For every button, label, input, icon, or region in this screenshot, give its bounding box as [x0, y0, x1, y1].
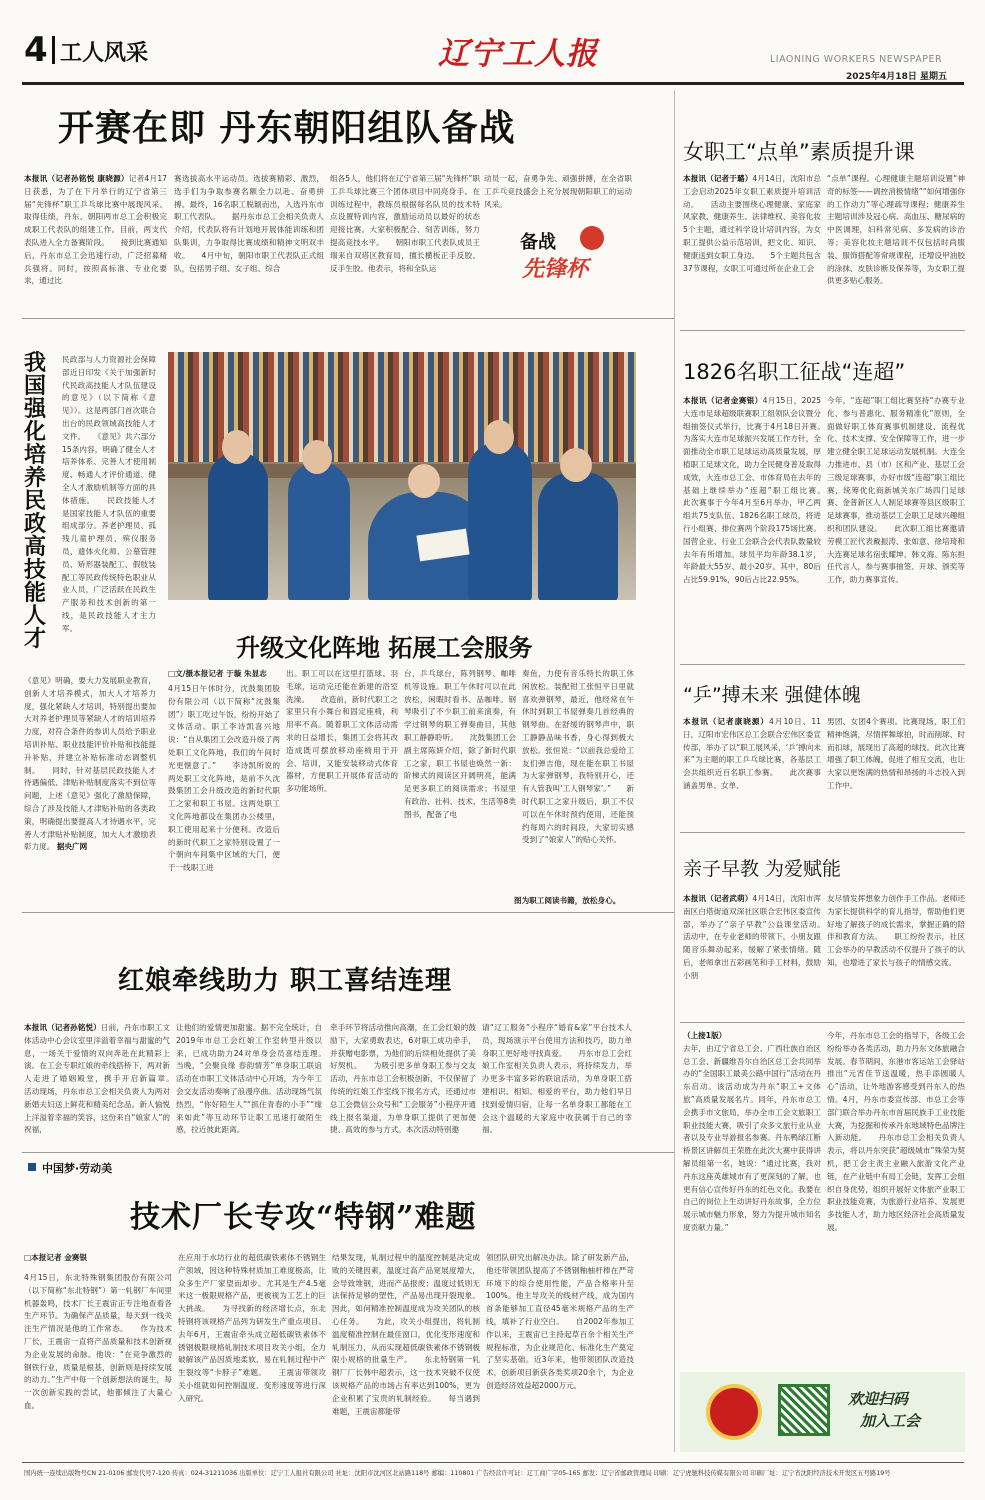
article-1-byline: 本报讯（记者孙铭悦 康晓源） — [24, 174, 129, 183]
article-4-byline: 本报讯（记者金赛银） — [683, 396, 763, 405]
union-emblem-icon — [706, 1384, 762, 1440]
article-3-col1: 民政部与人力资源社会保障部近日印发《关于加强新时代民政高技能人才队伍建设的意见》（以下简称《意见》）。这是两部门首次联合出台的民政领域高技能人才文件。 《意见》共六部分15条内容，明确了健全人才培养体系、完善人才使用制度、畅通人才评价通道、健全人才激励机制等方面的具体措施。 民政技能人才是国家技能人才队伍的重要组成部分。养老护理员、孤残儿童护理员、殡仪服务员、遗体火化师、公墓管理员、矫形器装配工、假肢装配工等民政传统特色职业从业人员，广泛活跃在民政生产服务和技术创新的第一线，是民政技能人才主力军。 — [62, 355, 156, 633]
issue-date: 2025年4月18日 星期五 — [846, 72, 947, 82]
logo-main-text: 备战 — [520, 232, 556, 253]
article-9-col4: 领团队研究出解决办法。除了研发新产品，他还带领团队提高了不锈钢釉柚杆棒在严苛环境下的综合使用性能，产品合格率升至100%。他主导攻关的线材产线，成为国内首条能够加工直径45毫米规格产品的生产线，填补了行业空白。 自2002年参加工作以来，王震宙已主持起草百余个相关生产规程标准，为企业规范化、标准化生产奠定了坚实基础。近3年来，他带领团队改造技术，创新项目新获各类奖项20余个，为企业创造经济效益超2000万元。 — [486, 1253, 634, 1390]
logo-sub-text: 先锋杯 — [522, 257, 589, 282]
article-7-byline: 本报讯（记者武萌） — [683, 894, 753, 903]
article-7-headline: 亲子早教 为爱赋能 — [683, 858, 842, 880]
paper-name-logo: 辽宁工人报 — [438, 36, 598, 72]
divider — [674, 90, 675, 1452]
article-3-headline: 我国强化培养民政高技能人才 — [24, 350, 47, 652]
article-2-col2: “点单”课程。心理健康主题培训设置“神奇的标签——调控消极情绪”“如何增强你的工作动力”等心理疏导课程；健康养生主题培训涉及冠心病、高血压、糖尿病的中医调理，妇科常见病、多发病的诊治等；美容化妆主题培训不仅包括时尚服装、服饰搭配等常规课程，还增设甲油胶的涂抹、皮肤诊断及保养等，为女职工提供更多贴心服务。 — [827, 174, 965, 286]
article-5-col2: 出。职工可以在这里打篮球、羽毛球，运动完还能在新建的浴室洗澡。 改造前，新时代职工之家里只有小舞台和固定座椅，利用率不高。随着职工文体活动需求的日益增长，集团工会将其改造成既可摆放移动座椅用于开会、培训，又能安装移动式体育器材，方便职工开展体育活动的多功能场所。 — [286, 669, 398, 794]
article-5-col1: 4月15日午休时分，沈鼓集团股份有限公司（以下简称“沈鼓集团”）职工吃过午饭，纷纷开始了文体活动。职工李诗凯喜兴地说：“自从集团工会改造升级了两处职工文化阵地，我们的午间时光更惬意了。” 李诗凯所说的两处职工文化阵地，是前不久沈鼓集团工会升级改造的新时代职工之家和职工书屋。这两处职工文化阵地都设在集团办公楼里，职工使用起来十分便利。改造后的新时代职工之家特别设置了一个朝向车间集中区域的大门，便于一线职工进 — [168, 684, 280, 873]
column-tag-marker — [28, 1163, 36, 1171]
article-8-col1: 本报讯（记者孙铭悦）日前，丹东市职工文体活动中心会议室里洋溢着幸福与甜蜜的气息，一场关于爱情的双向奔赴在此精彩上演。在工会专职红娘的牵线搭桥下，两对新人走进了婚姻殿堂，携手开启新篇章。 活动现场，丹东市总工会相关负责人为两对新婚夫妇送上鲜花和精美纪念品。新人愉悦上洋溢着幸福的笑容，这份来自“娘家人”的祝福， — [24, 1023, 170, 1135]
article-5-headline: 升级文化阵地 拓展工会服务 — [236, 633, 533, 662]
qr-code-icon[interactable] — [778, 1384, 830, 1436]
divider — [680, 1022, 965, 1023]
column-tag: 中国梦·劳动美 — [42, 1162, 113, 1175]
article-3-source: 据央广网 — [56, 842, 88, 852]
footer-info: 国内统一连续出版物号CN 21-0106 邮发代号7-120 传真：024-31211036 出版单位：辽宁工人报社有限公司 社址：沈阳市沈河区北站路118号 邮编：110801 广告经营许可证：辽工商广字05-165 邮发：辽宁省邮政管理局 印刷：辽宁虎驰科技传媒有限公司 印刷厂址：辽宁省沈阳经济技术开发区五号路19号 — [24, 1470, 891, 1477]
article-9-headline: 技术厂长专攻“特钢”难题 — [130, 1200, 477, 1235]
article-10-col1: （上接1版） 去年，由辽宁省总工会、广西壮族自治区总工会、新疆维吾尔自治区总工会共同举办的“全国职工最美公路中国行”活动在丹东启动。该活动成为丹东“职工+文体旅”高质量发展名片。同年，丹东市总工会携手市文旅局，举办全市工会文旅职工职业技能大赛，吸引了众多文旅行业从业者以及专业导游报名参赛。丹东鸭绿江断桥景区讲解员王荣胜在此次大赛中获得讲解员组第一名，她说：“通过比赛，我对丹东这座英雄城市有了更深刻的了解，也更有信心宣传好丹东的红色文化。我要在自己的岗位上生动讲好丹东故事，全方位展示城市魅力形象，努力为提升城市知名度贡献力量。” — [683, 1031, 821, 1232]
article-10-col2: 今年，丹东市总工会的指导下，各级工会纷纷举办各类活动，助力丹东文体旅融合发展。春节期间，东港市客运站工会驿站推出“元宵佳节送温暖，热手添圆暖人心”活动，让外地游客感受到丹东人的热情。4月，丹东市委宣传部、市总工会等部门联合举办丹东市首届民族手工业技能大赛，为挖掘和传承丹东地域特色品牌注入新动能。 丹东市总工会相关负责人表示，将以丹东突获“超级城市”殊荣为契机，把工会主责主业融入旅游文化产业链，在产业链中有局工会链，发挥工会组织自身优势，组织开展好文体旅产业职工职业技能竞赛，为旅游行业培养、发展更多技能人才，助力地区经济社会高质量发展。 — [827, 1031, 965, 1232]
article-1-col2: 赛选拔高水平运动员。选拔赛精彩、激烈，选手们为争取参赛名额全力以赴、奋勇拼搏。最终，16名职工脱颖而出，入选丹东市职工代表队。 据丹东市总工会相关负责人介绍，代表队将有计划地开展体能训练和团队集训，力争取得比赛成绩和精神文明双丰收。 4月中旬，朝阳市职工代表队正式组队，包括男子组、女子组、综合 — [174, 174, 324, 273]
article-7-col2: 友尽情发挥想象力创作手工作品。老师还为家长提供科学的育儿指导，帮助他们更好地了解孩子的成长需求，掌握正确的陪伴和教育方法。 职工纷纷表示，社区工会举办的早教活动不仅提升了孩子的认知，也增进了家长与孩子的情感交流。 — [827, 894, 965, 967]
article-9-byline: □本报记者 金赛银 — [24, 1253, 87, 1262]
article-6-col1: 本报讯（记者康晓源）4月10日、11日，辽阳市宏伟区总工会联合宏伟区委宣传部，举办了以“职工展风采，‘乒’搏向未来”为主题的职工乒乓球比赛，各基层工会共组织近百名职工参赛。 此次赛事涵盖男单、女单、 — [683, 717, 821, 790]
article-2-col1: 本报讯（记者于璐）4月14日，沈阳市总工会启动2025年女职工素质提升培训活动。 活动主要围绕心理健康、家庭家风家教、健康养生、法律维权、美容化妆5个主题，通过科学设计培训内容，为女职工提供公益示范培训，把文化、知识、健康送到女职工身边。 5个主题共包含37节课程，女职工可通过所在企业工会 — [683, 174, 821, 273]
article-9-col1: 4月15日，东北特殊钢集团股份有限公司（以下简称“东北特钢”）第一轧钢厂车间里机器轰鸣，技术厂长王震宙正专注地查看各生产环节。为确保产品质量，每天到一线关注生产情况是他的工作常态。 作为技术厂长，王震宙一直将产品质量和技术创新视为企业发展的命脉。他说：“在竞争激烈的钢铁行业，质量是根基，创新则是持续发展的动力。”生产中每一个创新想法的诞生，每一次创新实践的尝试，他都倾注了大量心血。 — [24, 1273, 172, 1410]
divider — [680, 664, 965, 665]
article-8-col4: 请“辽工服务”小程序“婚育&家”平台技术人员，现场演示平台使用方法和技巧，助力单身职工更好地寻找真爱。 丹东市总工会红娘工作室相关负责人表示，将持续发力，举办更多丰富多彩的联谊活动，为单身职工搭建相识、相知、相爱的平台，助力他们早日找到爱情归宿，让每一名单身职工都能在工会这个温暖的大家庭中收获属于自己的幸福。 — [482, 1023, 632, 1135]
article-6-byline: 本报讯（记者康晓源） — [683, 717, 770, 726]
divider — [22, 318, 674, 319]
divider — [680, 832, 965, 833]
article-1-headline: 开赛在即 丹东朝阳组队备战 — [58, 107, 516, 149]
article-8-col3: 牵手环节将活动推向高潮，在工会红娘的鼓励下，大家勇敢表达，6对职工成功牵手，并获赠电影票，为他们的后续相处提供了美好契机。 为吸引更多单身职工参与交友活动，丹东市总工会积极创新，不仅保留了传统的红娘工作室线下报名方式，还通过市总工会微信公众号和“工会服务”小程序开通线上报名渠道，为单身职工提供了更加便捷、高效的参与方式。本次活动特别邀 — [330, 1023, 476, 1135]
article-9-col2: 在应用于水坊行业的超低碳铁素体不锈钢生产领域，因这种特殊材质加工难度极高，让众多生产厂家望而却步。尤其是生产4.5毫米这一极限规格产品，更被视为工艺上的巨大挑战。 为寻找新的经济增长点，东北特钢将该规格产品列为研发生产重点项目。去年6月，王震宙牵头成立超低碳铁素体不锈钢极限规格轧制技术项目攻关小组，全力破解该产品因质地柔软、易在轧制过程中产生裂纹等“卡脖子”难题。 王震宙带领攻关小组就如何控制温度、变形速度等进行深入研究。 — [178, 1253, 326, 1403]
article-10-byline: （上接1版） — [683, 1031, 727, 1040]
article-6-headline: “乒”搏未来 强健体魄 — [683, 684, 861, 706]
article-3-col2: 《意见》明确，要大力发展职业教育，创新人才培养模式，加大人才培养力度，强化紧缺人才培训，特别提出要加大对养老护理员等紧缺人才的培训培养力度，对符合条件的参训人员给予职业培训补贴、职业技能评价补贴和技能提升补贴，并建立补贴标准动态调整机制。 同时，针对基层民政技能人才待遇偏低、津贴补贴制度落实不到位等问题，上述《意见》强化了激励保障，综合了涉及技能人才津贴补贴的各类政策，明确提出要提高人才待遇水平，完善人才津贴补贴制度，加大人才激励表彰力度。 据央广网 — [24, 676, 156, 852]
divider — [22, 912, 674, 913]
article-2-headline: 女职工“点单”素质提升课 — [683, 140, 915, 164]
article-2-byline: 本报讯（记者于璐） — [683, 174, 753, 183]
masthead-rule — [22, 82, 964, 85]
article-5-col3: 台，乒乓球台，陈列钢琴、咖啡机等设施。职工午休时可以在此放松，闲暇时看书、品咖啡。钢琴吸引了不少职工前来演奏，有学过钢琴的职工弹奏曲目，其他职工静静聆听。 沈鼓集团工会副主席陈妍介绍，除了新时代职工之家，职工书屋也焕然一新：阶梯式的阅读区开阔明亮，能满足更多职工的阅读需求；书屋里有政治、社科、技术、生活等8类图书，配备了电 — [404, 669, 516, 819]
footer-rule — [22, 1462, 964, 1463]
article-4-headline: 1826名职工征战“连超” — [683, 360, 906, 384]
section-title: 工人风采 — [60, 41, 149, 66]
paper-english-name: LIAONING WORKERS NEWSPAPER — [770, 54, 943, 65]
page-number: 4 — [24, 30, 48, 70]
article-8-col2: 让他们的爱情更加甜蜜。据不完全统计，自2019年市总工会红娘工作室转型升级以来，已成功助力24对单身会员喜结连理。 当晚，“会聚良缘 春韵情芳”单身职工联谊活动在市职工文体活动中心开场，为今年工会交友活动奏响了浪漫序曲。活动现场气氛热烈，“你好陌生人”“抓住青春的小手”“缘来如此”等互动环节让职工迅速打破陌生感，拉近彼此距离。 — [176, 1023, 322, 1135]
article-6-col2: 男团、女团4个赛项。比赛现场，职工们精神饱满，尽情挥舞球拍，时而削球、时而扣球，展现出了高超的球技。此次比赛增强了职工体魄，促进了相互交流，也让大家以更饱满的热情和昂扬的斗志投入到工作中。 — [827, 717, 965, 790]
reading-room-photo — [168, 352, 636, 600]
divider — [680, 330, 965, 331]
qr-caption-line2: 加入工会 — [860, 1412, 921, 1430]
article-7-col1: 本报讯（记者武萌）4月14日，沈阳市浑南区白塔街道双深社区联合宏伟区委宣传部，举办了“亲子早教”公益课堂活动。 活动中，在专业老师的带领下，小朋友跟随音乐舞动起来，缓解了紧张情绪。随后，老师拿出五彩画笔和手工材料，鼓励小朋 — [683, 894, 821, 980]
qr-caption-line1: 欢迎扫码 — [848, 1390, 909, 1408]
article-1-col3: 组各5人，他们将在辽宁省第三届“先锋杯”职工乒乓球比赛三个团体项目中同亮身手。在训练过程中，教练员根据每名队员的技术特点设置特训内容，激励运动员以最好的状态迎接比赛。大家积极配合、刻苦训练，努力提高竞技水平。 朝阳市职工代表队成员王瑞来自双塔区教育局，擅长横板正手反胶、反手生胶。他表示，将和全队运 — [330, 174, 480, 273]
article-1-col4: 动员一起，奋勇争先、顽强拼搏，在全省职工乒乓竞技盛会上充分展现朝阳职工的运动风采。 — [484, 174, 632, 209]
article-9-col3: 结果发现，轧制过程中的温度控制是决定成败的关键因素，温度过高产品宽展度增大，会导致堆钢，进而产品报废；温度过低则无法保持足够的塑性，产品易出现开裂现象。因此，如何精准控制温度成为攻关团队的核心任务。 为此，攻关小组提出，将轧制温度精准控制在最佳窗口，优化变形速度和轧制压力，从而实现超低碳铁素体不锈钢极限小规格的批量生产。 东北特钢第一轧钢厂厂长韩中超表示，这一技术突破不仅使该规格产品的市场占有率达到100%，更为企业积累了宝贵的轧制经验。 每当遇到难题，王震宙都能带 — [332, 1253, 480, 1416]
divider — [22, 1152, 674, 1153]
article-4-col2: 今年，“连超”职工组比赛坚持“办赛专业化、参与普惠化、服务精准化”原则，全面做好职工体育赛事机制建设、流程优化、技术支撑、安全保障等工作，进一步建立健全职工足球运动发展机制。大连全力推进市、县（市）区和产业、基层工会三级足球赛事，办好市级“连超”职工组比赛，统筹优化商新城关东广场四门足球赛、金普新区人人制足球赛等县区级职工足球赛事，推动基层工会职工足球兴趣组织和团队建设。 此次职工组比赛邀请劳模工匠代表戴振涛、张如意、徐培琦和大连赛足球名宿张耀坤、韩文海、陈东担任代言人，参与赛事抽签、开球、颁奖等工作，助力赛事宣传。 — [827, 396, 965, 585]
article-1-col1: 本报讯（记者孙铭悦 康晓源）记者4月17日获悉，为了在下月举行的辽宁省第三届“先锋杯”职工乒乓球比赛中展现风采、取得佳绩，丹东、朝阳两市总工会积极完成职工代表队的组建工作。目前，两支代表队进入全力备赛阶段。 接到比赛通知后，丹东市总工会迅速行动，广泛招募精兵强将。同时，按照高标准、专业化要求，通过比 — [24, 174, 167, 286]
photo-caption: 图为职工阅读书籍，放松身心。 — [514, 896, 621, 905]
section-divider — [52, 36, 55, 64]
article-8-byline: 本报讯（记者孙铭悦） — [24, 1023, 101, 1032]
article-8-headline: 红娘牵线助力 职工喜结连理 — [118, 966, 453, 996]
article-5-byline: □文/摄本报记者 于璇 朱显志 — [168, 669, 267, 678]
article-4-col1: 本报讯（记者金赛银）4月15日，2025大连市足球超级联赛职工组领队会议暨分组抽签仪式举行，比赛于4月18日开赛。 为落实大连市足球振兴发展工作方针，全面推动全市职工足球运动高质量发展，厚植职工足球文化，助力全民健身普及取得成效，大连市总工会、市体育局在去年的基础上继续举办“连超”职工组比赛。 此次赛事于今年4月至6月举办，甲乙两组共75支队伍、1826名职工球员，将进行小组赛、排位赛两个阶段175场比赛。国营企业、行业工会联合会代表队数量较去年有所增加。球员平均年龄38.1岁，年龄最大55岁、最小20岁。其中，80后占比59.91%，90后占比22.95%。 — [683, 396, 821, 585]
article-5-col4: 奏鱼，力使有音乐特长的职工休闲放松。装配钳工张恒平日里就喜欢弹钢琴，最近，他经常在午休时到职工书屋弹奏几首经典的钢琴曲。在舒缓的钢琴声中，职工静静品味书香，身心得到极大放松。张恒说：“以前我总爱给工友们弹吉他，现在能在职工书屋为大家弹钢琴，我特别开心，还有人管我叫‘工人钢琴家’。” 新时代职工之家升级后，职工不仅可以在午休时预约使用，还能预约每周六的时间段，大家切实感受到了“娘家人”的贴心关怀。 — [522, 669, 634, 845]
